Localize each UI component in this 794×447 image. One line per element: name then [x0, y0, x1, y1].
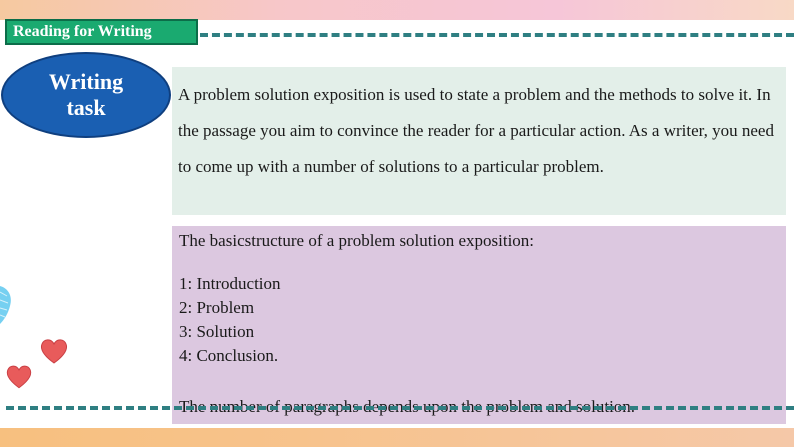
structure-box: [172, 226, 786, 424]
structure-title: The basicstructure of a problem solution exposition:: [179, 231, 535, 250]
bottom-dashed-divider: [6, 406, 794, 410]
section-label: Reading for Writing: [5, 19, 198, 45]
bottom-decorative-band: [0, 428, 794, 447]
structure-item-introduction: 1: Introduction: [179, 274, 281, 293]
structure-item-problem: 2: Problem: [179, 298, 255, 317]
feather-icon: [0, 282, 14, 326]
structure-footer-note: The number of paragraphs depends upon the problem and solution.: [179, 397, 636, 416]
structure-item-conclusion: 4: Conclusion.: [179, 346, 279, 365]
top-dashed-divider: [200, 33, 794, 37]
writing-task-oval: [1, 52, 171, 138]
intro-text-box: [172, 67, 786, 215]
intro-paragraph: A problem solution exposition is used to state a problem and the methods to solve it. In the passage you aim to convince the reader for a particular action. As a writer, you need to come up with a number of solutions to a particular problem.: [178, 85, 774, 176]
structure-item-solution: 3: Solution: [179, 322, 255, 341]
writing-task-title: Writing task: [48, 69, 124, 120]
structure-list: [179, 272, 779, 368]
top-decorative-band: [0, 0, 794, 20]
heart-icon: [39, 337, 69, 365]
heart-icon: [5, 363, 33, 390]
